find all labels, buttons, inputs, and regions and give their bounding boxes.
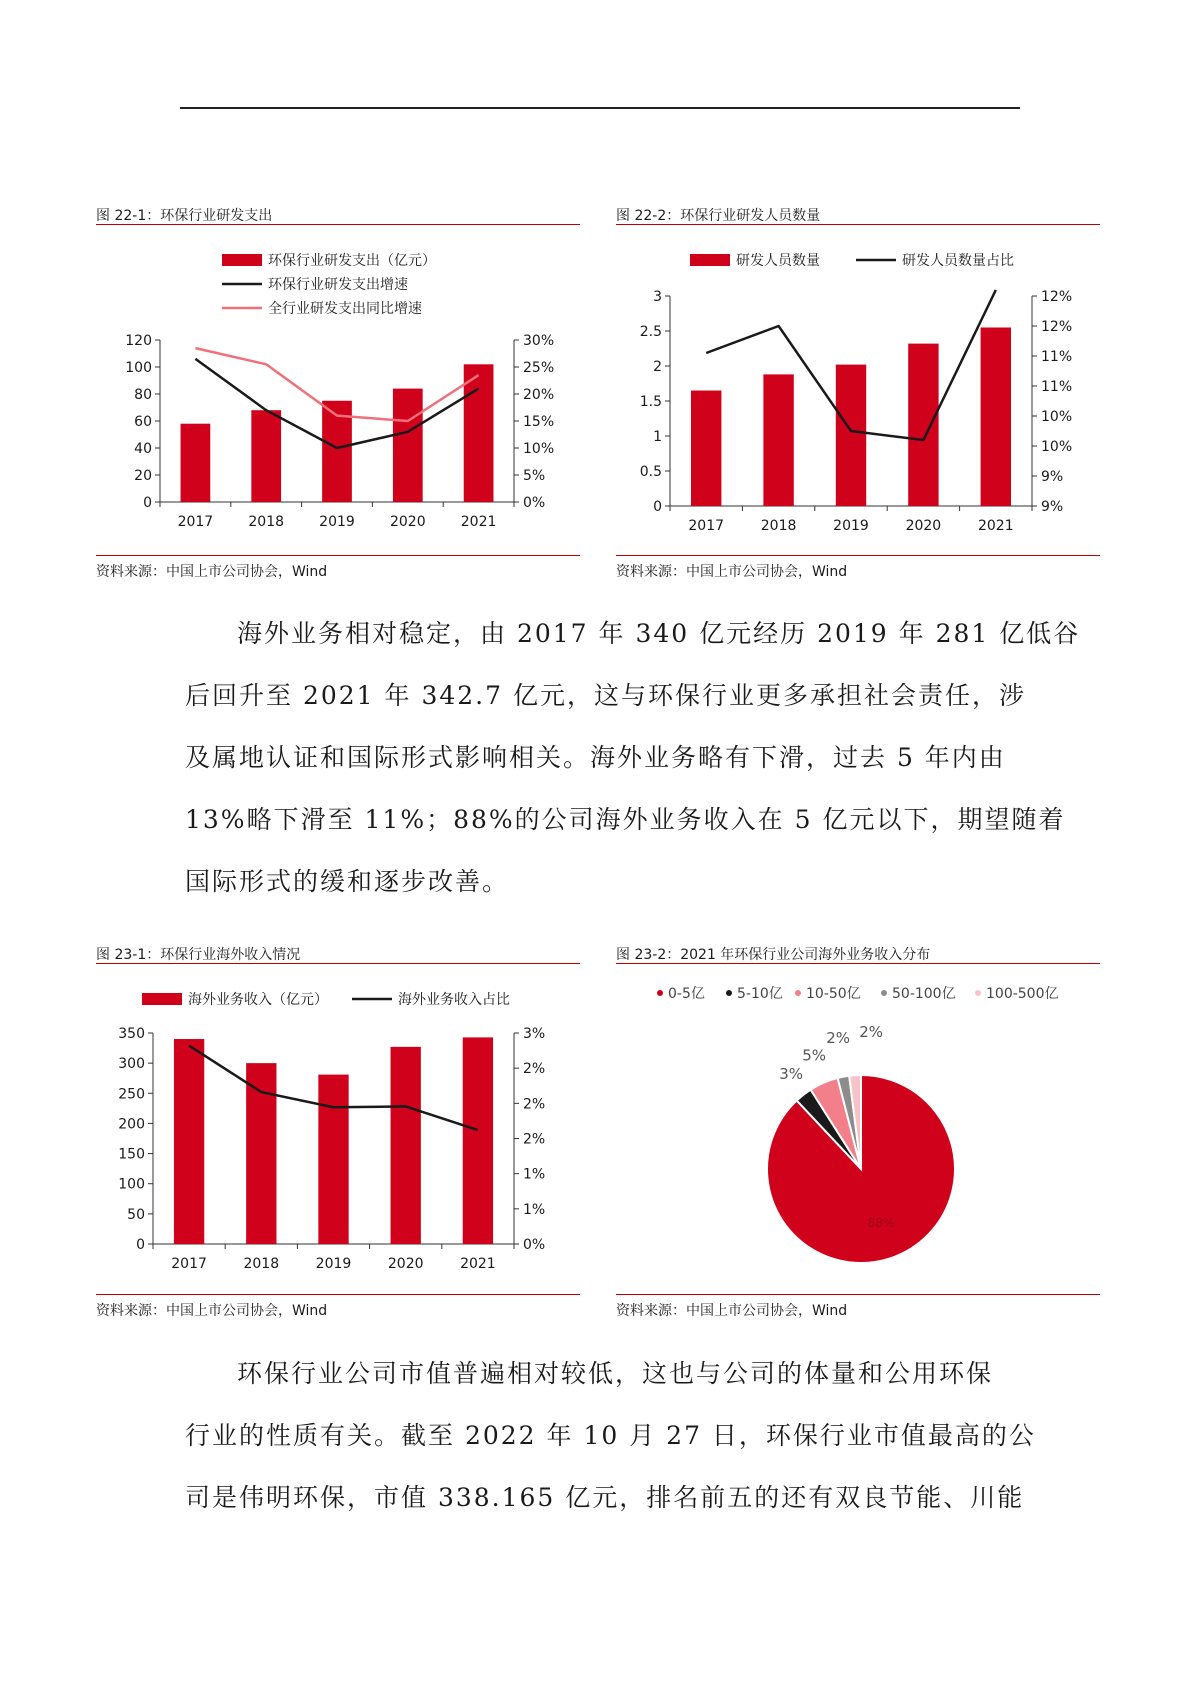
y-tick-label: 1: [653, 429, 662, 445]
y2-tick-label: 1%: [523, 1201, 546, 1218]
chart-svg: [96, 971, 580, 1281]
y2-tick-label: 11%: [1041, 379, 1073, 395]
bar: [251, 410, 281, 502]
x-tick-label: 2018: [243, 1256, 280, 1272]
x-tick-label: 2021: [977, 518, 1014, 534]
x-tick-label: 2019: [319, 514, 355, 530]
slice-label: 5%: [802, 1046, 827, 1065]
slice-label: 3%: [779, 1064, 804, 1083]
bar: [763, 374, 793, 506]
y-tick-label: 0: [653, 499, 662, 515]
y2-tick-label: 10%: [1041, 409, 1073, 425]
legend-label: 100-500亿: [986, 986, 1059, 1002]
legend-label: 全行业研发支出同比增速: [268, 301, 422, 317]
paragraph-line: 海外业务相对稳定，由 2017 年 340 亿元经历 2019 年 281 亿低谷: [237, 619, 1081, 648]
chart-overseas-revenue: [96, 971, 580, 1281]
y-tick-label: 0: [136, 1237, 145, 1253]
legend-swatch: [690, 254, 730, 266]
y2-tick-label: 0%: [523, 495, 546, 511]
bar: [908, 344, 938, 506]
bar: [181, 424, 211, 502]
y-tick-label: 50: [127, 1206, 145, 1223]
figure-rule: [616, 555, 1100, 556]
paragraph-line: 国际形式的缓和逐步改善。: [185, 867, 510, 896]
slice-label: 88%: [867, 1216, 895, 1230]
y2-tick-label: 10%: [1041, 439, 1073, 455]
y-tick-label: 2: [653, 359, 662, 375]
y-tick-label: 80: [134, 387, 152, 403]
y2-tick-label: 2%: [523, 1096, 546, 1113]
bar: [981, 328, 1011, 507]
bar: [174, 1039, 204, 1244]
figure-source: 资料来源：中国上市公司协会，Wind: [616, 564, 848, 580]
y2-tick-label: 5%: [523, 468, 546, 484]
x-tick-label: 2021: [460, 514, 497, 530]
bar: [391, 1047, 421, 1244]
y-tick-label: 350: [118, 1026, 145, 1042]
chart-svg: [96, 232, 580, 542]
x-tick-label: 2021: [460, 1256, 496, 1272]
y2-tick-label: 11%: [1041, 349, 1073, 365]
bar: [836, 365, 866, 506]
y-tick-label: 20: [134, 468, 152, 484]
figure-rule: [96, 963, 580, 964]
figure-rule: [96, 1294, 580, 1295]
bar: [464, 364, 494, 502]
bar: [463, 1037, 493, 1244]
chart-svg: [616, 232, 1100, 542]
y2-tick-label: 10%: [523, 441, 555, 457]
legend-swatch: [881, 990, 887, 996]
legend-label: 环保行业研发支出（亿元）: [268, 253, 436, 269]
bar: [318, 1075, 348, 1244]
y-tick-label: 300: [118, 1056, 145, 1073]
header-rule: [180, 107, 1020, 109]
bar: [246, 1063, 276, 1244]
y2-tick-label: 9%: [1041, 499, 1064, 515]
figure-source: 资料来源：中国上市公司协会，Wind: [616, 1303, 848, 1319]
bar: [393, 389, 423, 502]
figure-title: 图 22-2：环保行业研发人员数量: [616, 208, 821, 224]
legend-label: 海外业务收入占比: [398, 992, 510, 1008]
legend-label: 环保行业研发支出增速: [268, 277, 408, 293]
x-tick-label: 2019: [315, 1256, 352, 1272]
bar: [691, 391, 721, 507]
y-tick-label: 100: [118, 1176, 145, 1193]
y2-tick-label: 2%: [523, 1131, 546, 1148]
y-tick-label: 0.5: [639, 464, 662, 480]
y2-tick-label: 30%: [523, 333, 555, 349]
figure-title: 图 23-2：2021 年环保行业公司海外业务收入分布: [616, 947, 931, 963]
legend-label: 研发人员数量: [736, 253, 820, 269]
x-tick-label: 2017: [171, 1256, 207, 1272]
y-tick-label: 60: [134, 414, 152, 430]
body-paragraph: [185, 1343, 1036, 1529]
legend-label: 50-100亿: [892, 986, 956, 1002]
slice-label: 2%: [826, 1029, 851, 1048]
legend-swatch: [726, 990, 732, 996]
body-paragraph: [185, 603, 1081, 913]
y-tick-label: 40: [134, 441, 152, 457]
figure-source: 资料来源：中国上市公司协会，Wind: [96, 1303, 328, 1319]
y-tick-label: 150: [118, 1146, 145, 1163]
paragraph-line: 及属地认证和国际形式影响相关。海外业务略有下滑，过去 5 年内由: [185, 743, 1006, 772]
figure-rule: [616, 963, 1100, 964]
y-tick-label: 3: [653, 289, 662, 305]
y2-tick-label: 3%: [523, 1026, 546, 1042]
y2-tick-label: 15%: [523, 414, 555, 430]
y-tick-label: 100: [125, 360, 152, 376]
legend-label: 10-50亿: [806, 986, 861, 1002]
x-tick-label: 2017: [688, 518, 725, 534]
legend-swatch: [795, 990, 801, 996]
y2-tick-label: 25%: [523, 360, 555, 376]
figure-rule: [616, 224, 1100, 225]
figure-rule: [96, 224, 580, 225]
x-tick-label: 2018: [760, 518, 797, 534]
y2-tick-label: 12%: [1041, 319, 1073, 335]
x-tick-label: 2017: [177, 514, 214, 530]
y-tick-label: 200: [118, 1116, 145, 1133]
legend-label: 海外业务收入（亿元）: [188, 992, 328, 1008]
x-tick-label: 2020: [389, 514, 426, 530]
y-tick-label: 1.5: [639, 394, 662, 410]
paragraph-line: 13%略下滑至 11%；88%的公司海外业务收入在 5 亿元以下，期望随着: [185, 805, 1066, 834]
y2-tick-label: 1%: [523, 1166, 546, 1183]
y2-tick-label: 12%: [1041, 289, 1073, 305]
figure-title: 图 22-1：环保行业研发支出: [96, 208, 273, 224]
paragraph-line: 行业的性质有关。截至 2022 年 10 月 27 日，环保行业市值最高的公: [185, 1421, 1036, 1450]
y-tick-label: 2.5: [639, 324, 662, 340]
legend-label: 研发人员数量占比: [902, 253, 1014, 269]
legend-swatch: [657, 990, 663, 996]
x-tick-label: 2020: [905, 518, 942, 534]
legend-label: 5-10亿: [737, 986, 783, 1002]
y2-tick-label: 2%: [523, 1061, 546, 1078]
figure-source: 资料来源：中国上市公司协会，Wind: [96, 564, 328, 580]
figure-rule: [616, 1294, 1100, 1295]
figure-title: 图 23-1：环保行业海外收入情况: [96, 947, 301, 963]
figure-rule: [96, 555, 580, 556]
chart-svg: [616, 971, 1100, 1281]
paragraph-line: 环保行业公司市值普遍相对较低，这也与公司的体量和公用环保: [237, 1359, 994, 1388]
x-tick-label: 2018: [248, 514, 285, 530]
x-tick-label: 2020: [387, 1256, 424, 1272]
y-tick-label: 0: [143, 495, 152, 511]
chart-rd-staff: [616, 232, 1100, 542]
legend-swatch: [975, 990, 981, 996]
y-tick-label: 250: [118, 1086, 145, 1103]
y-tick-label: 120: [125, 333, 152, 349]
chart-overseas-distribution: [616, 971, 1100, 1281]
paragraph-line: 司是伟明环保，市值 338.165 亿元，排名前五的还有双良节能、川能: [185, 1483, 1025, 1512]
slice-label: 2%: [859, 1023, 883, 1042]
paragraph-line: 后回升至 2021 年 342.7 亿元，这与环保行业更多承担社会责任，涉: [185, 681, 1026, 710]
chart-rd-expense: [96, 232, 580, 542]
legend-label: 0-5亿: [668, 986, 705, 1002]
y2-tick-label: 9%: [1041, 469, 1064, 485]
y2-tick-label: 0%: [523, 1237, 546, 1253]
legend-swatch: [142, 993, 182, 1005]
x-tick-label: 2019: [833, 518, 869, 534]
y2-tick-label: 20%: [523, 387, 555, 403]
legend-swatch: [222, 254, 262, 266]
